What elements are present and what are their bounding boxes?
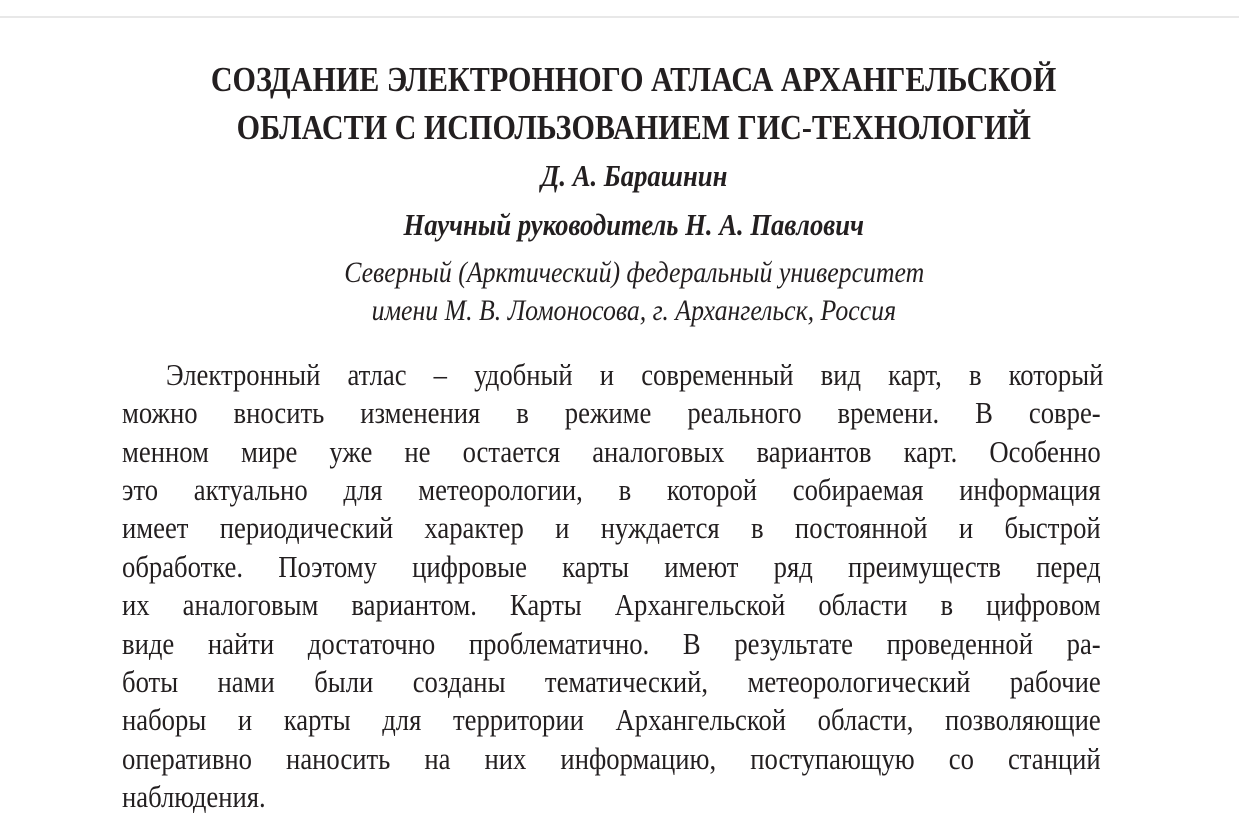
page-top-divider xyxy=(0,16,1239,18)
title-line-2: ОБЛАСТИ С ИСПОЛЬЗОВАНИЕМ ГИС-ТЕХНОЛОГИЙ xyxy=(236,108,1032,147)
paragraph-line: обработке. Поэтому цифровые карты имеют ряд преимуществ перед xyxy=(122,549,1101,584)
paragraph-line: виде найти достаточно проблематично. В результате проведенной ра- xyxy=(122,626,1101,661)
paragraph-line: имеет периодический характер и нуждается в постоянной и быстрой xyxy=(122,510,1101,545)
affiliation-line-2: имени М. В. Ломоносова, г. Архангельск, Россия xyxy=(371,294,897,327)
affiliation-line-1: Северный (Арктический) федеральный университет xyxy=(343,256,925,289)
paragraph-line: это актуально для метеорологии, в которой собираемая информация xyxy=(122,472,1101,507)
paragraph-line: оперативно наносить на них информацию, поступающую со станций xyxy=(122,741,1101,776)
paragraph-line: наборы и карты для территории Архангельской области, позволяющие xyxy=(122,702,1101,737)
supervisor-name: Научный руководитель Н. А. Павлович xyxy=(403,207,865,242)
author-name: Д. А. Барашнин xyxy=(540,158,728,193)
paragraph-line: можно вносить изменения в режиме реального времени. В совре- xyxy=(122,395,1101,430)
paragraph-line: менном мире уже не остается аналоговых вариантов карт. Особенно xyxy=(122,434,1101,469)
paragraph-line: их аналоговым вариантом. Карты Архангельской области в цифровом xyxy=(122,587,1101,622)
paragraph-line: наблюдения. xyxy=(122,779,266,814)
paragraph-line: боты нами были созданы тематический, метеорологический рабочие xyxy=(122,664,1101,699)
title-line-1: СОЗДАНИЕ ЭЛЕКТРОННОГО АТЛАСА АРХАНГЕЛЬСКОЙ xyxy=(211,60,1057,99)
paragraph-line: Электронный атлас – удобный и современный вид карт, в который xyxy=(166,357,1104,392)
